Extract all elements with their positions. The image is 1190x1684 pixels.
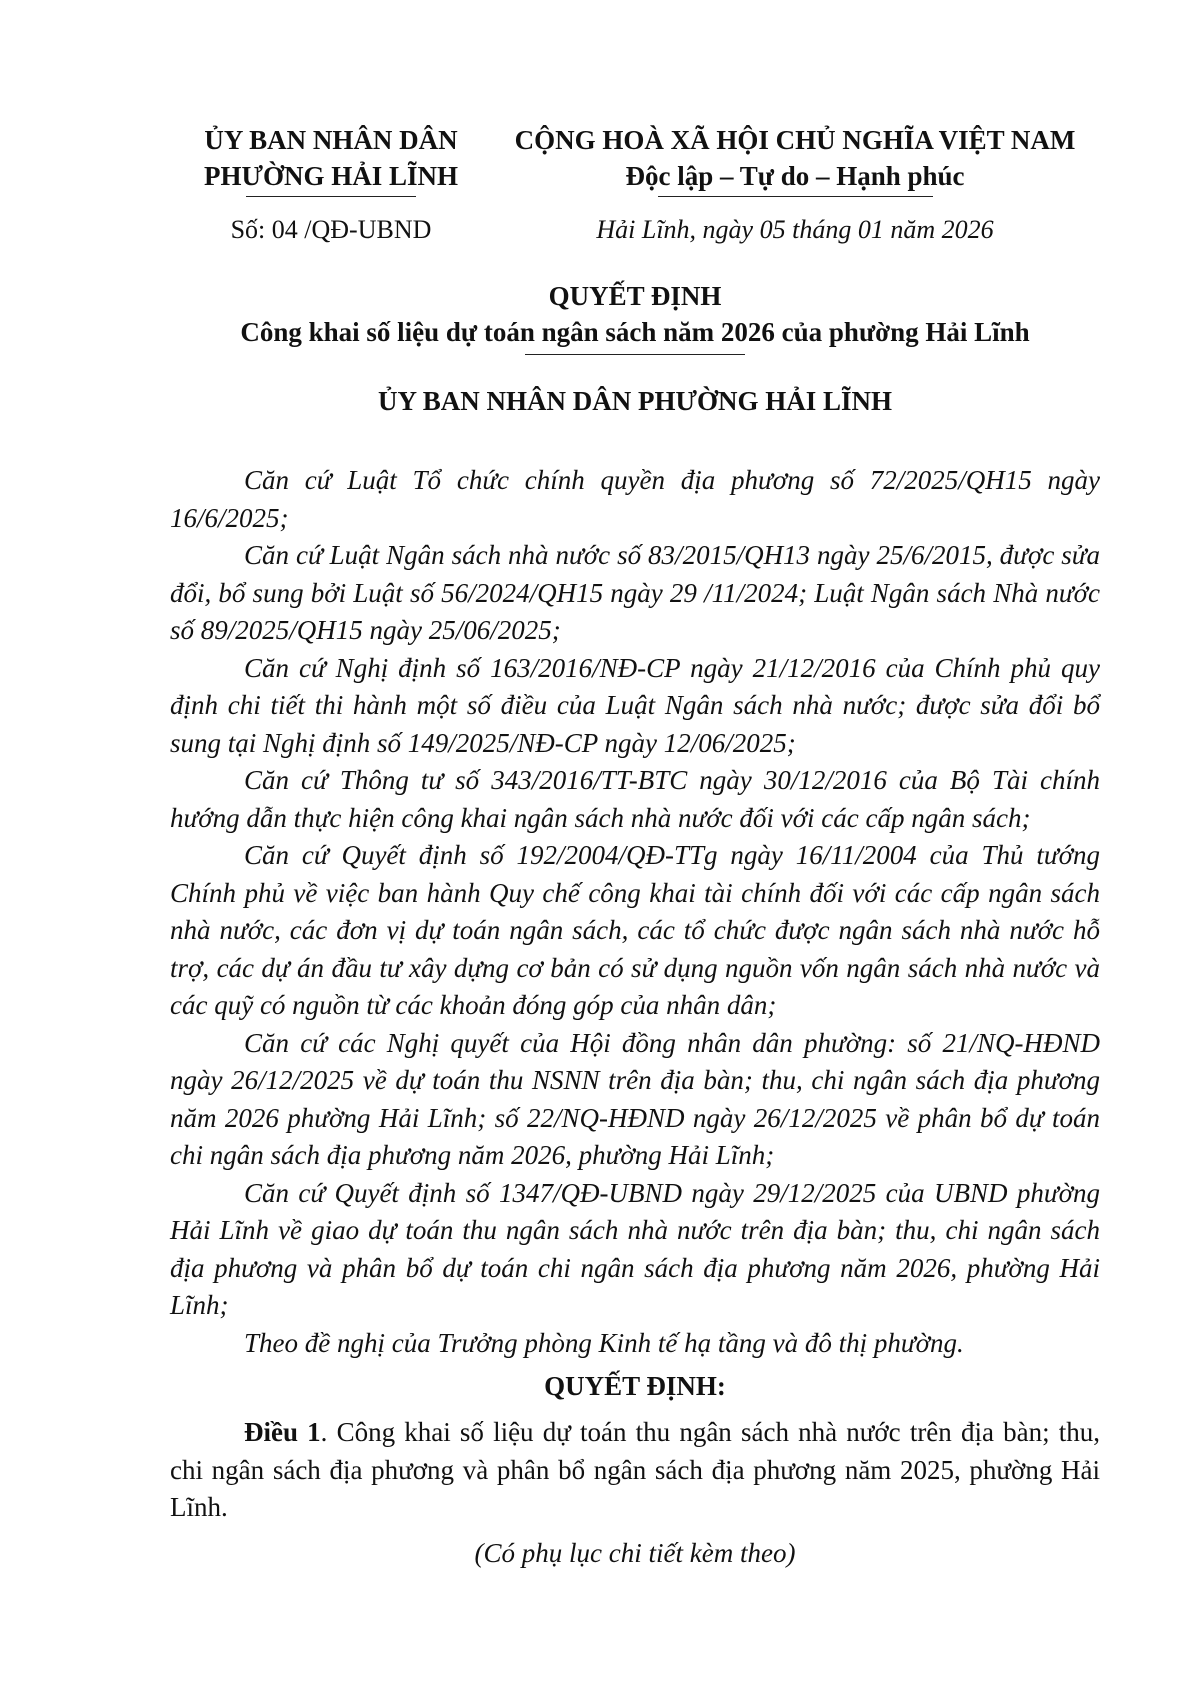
article-1-text: . Công khai số liệu dự toán thu ngân sách nhà nước trên địa bàn; thu, chi ngân sách địa phương và phân bổ ngân sách địa phương năm 2025, phường Hải Lĩnh. [170, 1417, 1100, 1522]
appendix-note: (Có phụ lục chi tiết kèm theo) [474, 1538, 796, 1568]
national-motto-block [500, 122, 1090, 245]
basis-paragraph: Theo đề nghị của Trưởng phòng Kinh tế hạ tầng và đô thị phường. [244, 1327, 964, 1358]
issuer-heading: ỦY BAN NHÂN DÂN PHƯỜNG HẢI LĨNH [377, 386, 892, 416]
basis-paragraph: Căn cứ Luật Ngân sách nhà nước số 83/2015/QH13 ngày 25/6/2015, được sửa đổi, bổ sung bởi Luật số 56/2024/QH15 ngày 29 /11/2024; Luật Ngân sách Nhà nước số 89/2025/QH15 ngày 25/06/2025; [170, 540, 1100, 645]
basis-paragraph: Căn cứ các Nghị quyết của Hội đồng nhân dân phường: số 21/NQ-HĐND ngày 26/12/2025 về dự toán thu NSNN trên địa bàn; thu, chi ngân sách địa phương năm 2026 phường Hải Lĩnh; số 22/NQ-HĐND ngày 26/12/2025 về phân bổ dự toán chi ngân sách địa phương năm 2026, phường Hải Lĩnh; [170, 1027, 1100, 1170]
motto-underline [658, 196, 933, 197]
article-1-label: Điều 1 [244, 1417, 321, 1447]
basis-paragraph: Căn cứ Luật Tổ chức chính quyền địa phương số 72/2025/QH15 ngày 16/6/2025; [170, 465, 1100, 533]
document-title: QUYẾT ĐỊNH [548, 281, 722, 311]
place-and-date: Hải Lĩnh, ngày 05 tháng 01 năm 2026 [596, 215, 994, 244]
article-1 [170, 1414, 1100, 1527]
agency-underline [246, 196, 416, 197]
agency-line-1: ỦY BAN NHÂN DÂN [204, 125, 458, 155]
basis-paragraph: Căn cứ Thông tư số 343/2016/TT-BTC ngày 30/12/2016 của Bộ Tài chính hướng dẫn thực hiện công khai ngân sách nhà nước đối với các cấp ngân sách; [170, 765, 1100, 833]
document-subtitle: Công khai số liệu dự toán ngân sách năm 2026 của phường Hải Lĩnh [240, 317, 1030, 347]
agency-line-2: PHƯỜNG HẢI LĨNH [203, 161, 458, 191]
subtitle-underline [525, 354, 745, 355]
basis-paragraph: Căn cứ Nghị định số 163/2016/NĐ-CP ngày 21/12/2016 của Chính phủ quy định chi tiết thi hành một số điều của Luật Ngân sách nhà nước; được sửa đổi bổ sung tại Nghị định số 149/2025/NĐ-CP ngày 12/06/2025; [170, 652, 1100, 758]
title-block [170, 278, 1100, 419]
basis-paragraph: Căn cứ Quyết định số 192/2004/QĐ-TTg ngày 16/11/2004 của Thủ tướng Chính phủ về việc ban hành Quy chế công khai tài chính đối với các cấp ngân sách nhà nước, các đơn vị dự toán ngân sách, các tổ chức được ngân sách nhà nước hỗ trợ, các dự án đầu tư xây dựng cơ bản có sử dụng nguồn vốn ngân sách nhà nước và các quỹ có nguồn từ các khoản đóng góp của nhân dân; [170, 840, 1100, 1020]
decision-heading: QUYẾT ĐỊNH: [544, 1371, 726, 1401]
country-name: CỘNG HOÀ XÃ HỘI CHỦ NGHĨA VIỆT NAM [514, 125, 1076, 155]
basis-paragraph: Căn cứ Quyết định số 1347/QĐ-UBND ngày 29/12/2025 của UBND phường Hải Lĩnh về giao dự toán thu ngân sách nhà nước trên địa bàn; thu, chi ngân sách địa phương và phân bổ dự toán chi ngân sách địa phương năm 2026, phường Hải Lĩnh; [170, 1177, 1100, 1320]
legal-basis [170, 462, 1100, 1362]
document-header [0, 122, 1190, 252]
document-number: Số: 04 /QĐ-UBND [230, 215, 432, 244]
motto: Độc lập – Tự do – Hạnh phúc [625, 161, 965, 191]
issuing-agency-block [170, 122, 492, 245]
